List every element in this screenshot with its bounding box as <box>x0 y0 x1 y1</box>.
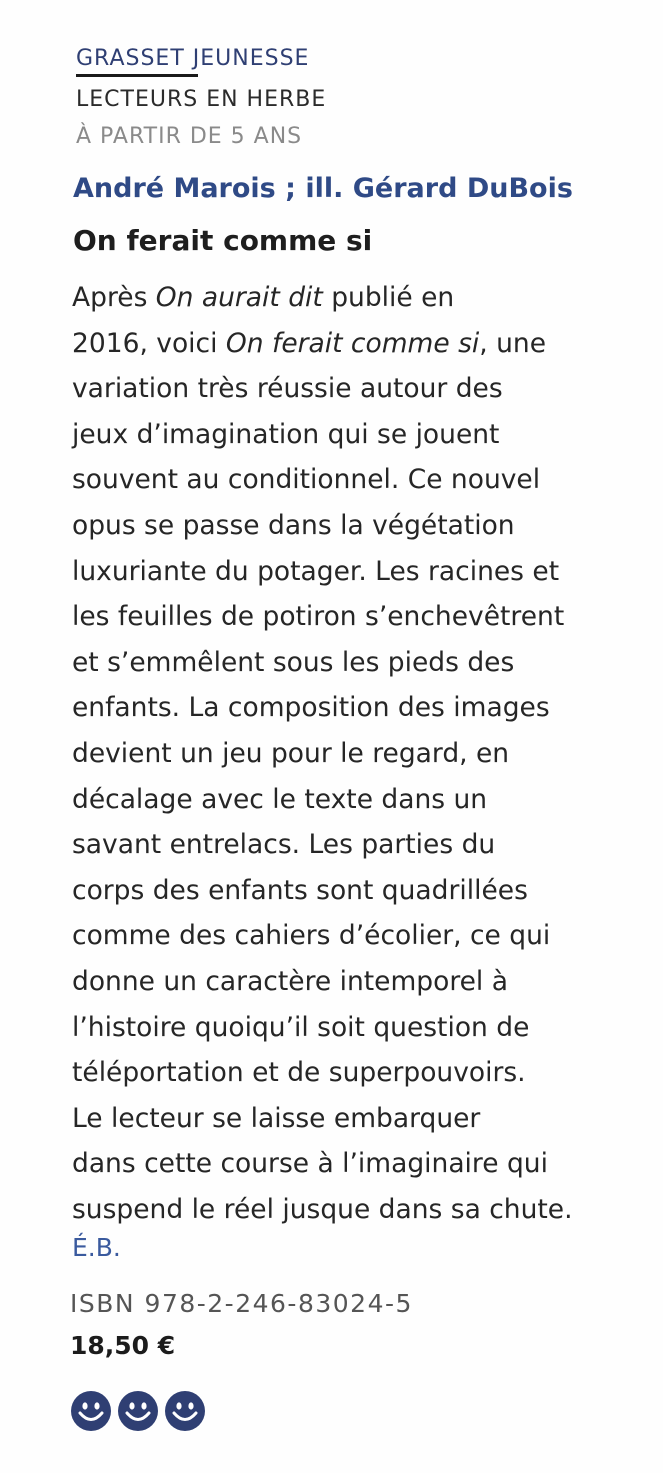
review-line: dans cette course à l’imaginaire qui <box>72 1148 548 1180</box>
smiley-face-icon <box>164 1390 206 1432</box>
review-line: décalage avec le texte dans un <box>72 783 488 815</box>
review-line: souvent au conditionnel. Ce nouvel <box>72 464 541 496</box>
publisher-underline <box>76 74 198 77</box>
smiley-face-icon <box>70 1390 112 1432</box>
review-line-text: Après <box>72 282 156 313</box>
review-line: donne un caractère intemporel à <box>72 965 508 997</box>
isbn: ISBN 978-2-246-83024-5 <box>70 1289 413 1318</box>
rating <box>70 1390 206 1434</box>
review-line-text: publié en <box>322 282 455 313</box>
review-line-text: 2016, voici <box>72 327 226 359</box>
review-line: l’histoire quoiqu’il soit question de <box>72 1011 530 1043</box>
book-title-reference: On ferait comme si <box>225 327 480 359</box>
review-line-text: , une <box>479 327 546 359</box>
review-line: luxuriante du potager. Les racines et <box>72 555 560 587</box>
review-line: et s’emmêlent sous les pieds des <box>72 646 515 678</box>
review-line <box>72 321 657 367</box>
review-line: devient un jeu pour le regard, en <box>72 737 510 769</box>
series-name: LECTEURS EN HERBE <box>76 87 327 112</box>
age-range: À PARTIR DE 5 ANS <box>76 124 303 149</box>
review-line: Le lecteur se laisse embarquer <box>72 1102 481 1134</box>
review-line: suspend le réel jusque dans sa chute. <box>72 1193 573 1225</box>
book-title-reference: On aurait dit <box>155 282 323 313</box>
review-text <box>72 275 657 1232</box>
review-line: enfants. La composition des images <box>72 692 550 724</box>
review-line: téléportation et de superpouvoirs. <box>72 1057 526 1089</box>
book-title: On ferait comme si <box>73 224 373 257</box>
review-line: comme des cahiers d’écolier, ce qui <box>72 920 551 952</box>
review-line: jeux d’imagination qui se jouent <box>72 418 500 450</box>
review-line: les feuilles de potiron s’enchevêtrent <box>72 601 565 633</box>
price: 18,50 € <box>70 1331 176 1360</box>
review-line: corps des enfants sont quadrillées <box>72 874 528 906</box>
smiley-face-icon <box>117 1390 159 1432</box>
publisher-name: GRASSET JEUNESSE <box>76 46 310 71</box>
review-line: savant entrelacs. Les parties du <box>72 829 496 861</box>
review-line <box>72 275 657 321</box>
book-author: André Marois ; ill. Gérard DuBois <box>73 173 573 204</box>
review-line: variation très réussie autour des <box>72 373 503 405</box>
review-line: opus se passe dans la végétation <box>72 509 515 541</box>
reviewer-initials: É.B. <box>72 1233 121 1262</box>
